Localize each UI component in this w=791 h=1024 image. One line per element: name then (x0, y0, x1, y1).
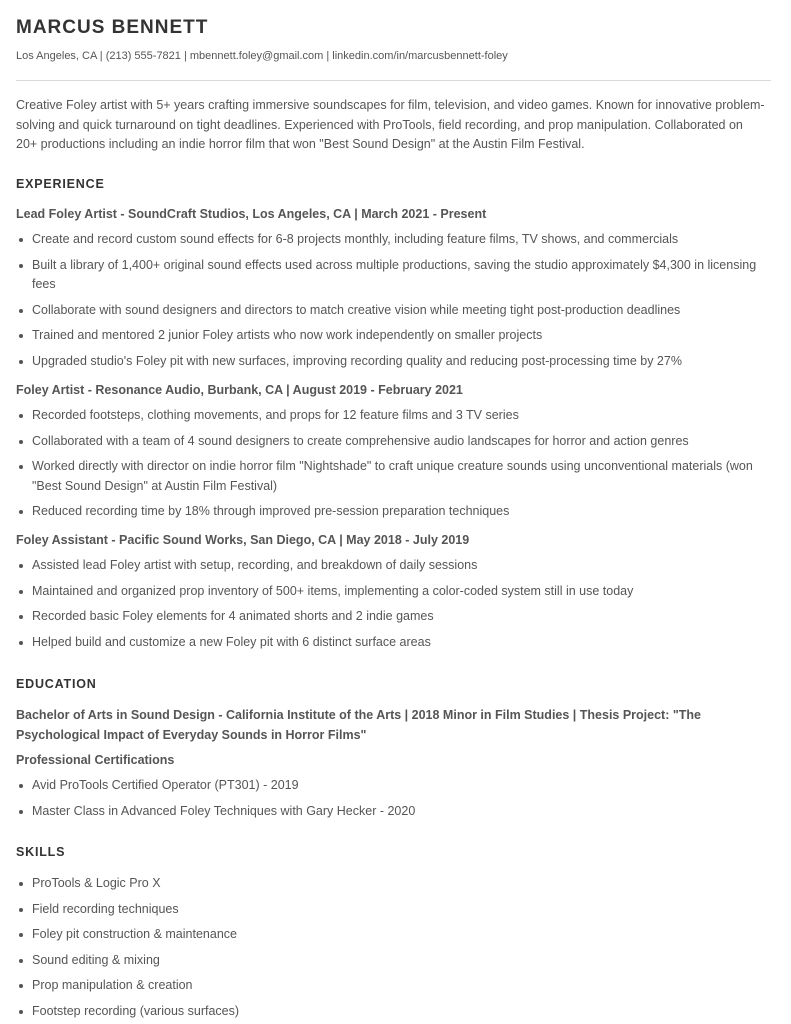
list-item: Maintained and organized prop inventory of 500+ items, implementing a color-coded system still in use today (16, 582, 761, 602)
list-item: Field recording techniques (16, 900, 761, 920)
job-bullets (16, 406, 761, 522)
list-item: Worked directly with director on indie horror film "Nightshade" to craft unique creature sounds using unconventional materials (won "Best Sound Design" at Austin Film Festival) (16, 457, 761, 496)
list-item: Avid ProTools Certified Operator (PT301) - 2019 (16, 776, 761, 796)
certifications-heading: Professional Certifications (16, 753, 175, 767)
list-item: Collaborate with sound designers and directors to match creative vision while meeting tight post-production deadlines (16, 301, 761, 321)
professional-summary: Creative Foley artist with 5+ years crafting immersive soundscapes for film, television, and video games. Known for innovative problem-solving and quick turnaround on tight deadlines. Experienced with ProTools, field recording, and prop manipulation. Collaborated on 20+ productions including an indie horror film that won "Best Sound Design" at the Austin Film Festival. (16, 98, 765, 151)
skills-block (16, 868, 761, 1021)
skills-list (16, 874, 761, 1021)
header-divider (16, 80, 771, 81)
candidate-name: MARCUS BENNETT (16, 17, 209, 38)
list-item: Helped build and customize a new Foley pit with 6 distinct surface areas (16, 633, 761, 653)
list-item: Trained and mentored 2 junior Foley artists who now work independently on smaller projects (16, 326, 761, 346)
list-item: Reduced recording time by 18% through improved pre-session preparation techniques (16, 502, 761, 522)
job-entry-1 (16, 205, 761, 371)
job-heading: Lead Foley Artist - SoundCraft Studios, Los Angeles, CA | March 2021 - Present (16, 207, 487, 221)
list-item: Upgraded studio's Foley pit with new surfaces, improving recording quality and reducing post-processing time by 27% (16, 352, 761, 372)
job-bullets (16, 556, 761, 652)
list-item: Create and record custom sound effects for 6-8 projects monthly, including feature films, TV shows, and commercials (16, 230, 761, 250)
list-item: ProTools & Logic Pro X (16, 874, 761, 894)
list-item: Prop manipulation & creation (16, 976, 761, 996)
list-item: Collaborated with a team of 4 sound designers to create comprehensive audio landscapes for horror and action genres (16, 432, 761, 452)
job-entry-3 (16, 531, 761, 652)
list-item: Footstep recording (various surfaces) (16, 1002, 761, 1022)
list-item: Master Class in Advanced Foley Techniques with Gary Hecker - 2020 (16, 802, 761, 822)
education-block (16, 706, 761, 821)
list-item: Recorded basic Foley elements for 4 animated shorts and 2 indie games (16, 607, 761, 627)
certifications-list (16, 776, 761, 821)
degree-line: Bachelor of Arts in Sound Design - California Institute of the Arts | 2018 Minor in Film Studies | Thesis Project: "The Psychological Impact of Everyday Sounds in Horror Films" (16, 708, 701, 742)
list-item: Sound editing & mixing (16, 951, 761, 971)
list-item: Recorded footsteps, clothing movements, and props for 12 feature films and 3 TV series (16, 406, 761, 426)
education-heading: EDUCATION (16, 677, 97, 691)
contact-info: Los Angeles, CA | (213) 555-7821 | mbennett.foley@gmail.com | linkedin.com/in/marcusbennett-foley (16, 50, 508, 62)
job-bullets (16, 230, 761, 371)
job-heading: Foley Assistant - Pacific Sound Works, San Diego, CA | May 2018 - July 2019 (16, 533, 470, 547)
list-item: Foley pit construction & maintenance (16, 925, 761, 945)
job-entry-2 (16, 381, 761, 522)
list-item: Assisted lead Foley artist with setup, recording, and breakdown of daily sessions (16, 556, 761, 576)
list-item: Built a library of 1,400+ original sound effects used across multiple productions, saving the studio approximately $4,300 in licensing fees (16, 256, 761, 295)
experience-heading: EXPERIENCE (16, 177, 105, 191)
skills-heading: SKILLS (16, 845, 66, 859)
job-heading: Foley Artist - Resonance Audio, Burbank, CA | August 2019 - February 2021 (16, 383, 463, 397)
